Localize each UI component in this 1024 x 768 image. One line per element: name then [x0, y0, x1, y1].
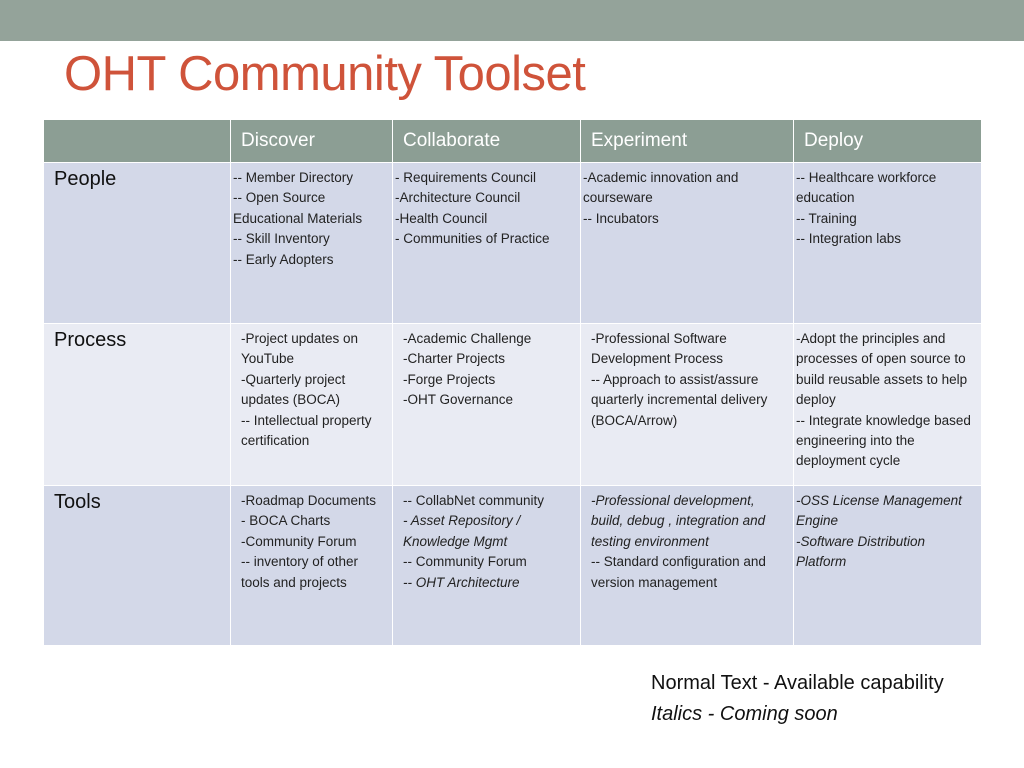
- column-header-experiment: Experiment: [581, 120, 794, 163]
- cell-people-experiment: [581, 163, 794, 324]
- row-label-tools: Tools: [44, 486, 231, 646]
- table-row-tools: [44, 486, 982, 646]
- cell-line-coming-soon: - Asset Repository / Knowledge Mgmt: [403, 513, 521, 549]
- cell-line: -- Training: [796, 210, 857, 226]
- column-header-deploy: Deploy: [794, 120, 982, 163]
- table-row-process: [44, 324, 982, 486]
- cell-process-experiment: [581, 324, 794, 486]
- cell-line: -Health Council: [395, 210, 488, 226]
- cell-line-coming-soon: -Professional development, build, debug , integration and testing environment: [591, 493, 766, 549]
- cell-line: - BOCA Charts: [241, 513, 331, 529]
- table-row-people: [44, 163, 982, 324]
- cell-line: -- inventory of other tools and projects: [241, 554, 359, 590]
- cell-people-collaborate: [393, 163, 581, 324]
- cell-line: - Requirements Council: [395, 170, 537, 185]
- cell-people-deploy: [794, 163, 982, 324]
- cell-process-collaborate: [393, 324, 581, 486]
- row-label-people: People: [44, 163, 231, 324]
- cell-line-coming-soon: -Software Distribution Platform: [796, 533, 926, 570]
- cell-tools-discover: [231, 486, 393, 646]
- cell-line: -Forge Projects: [403, 371, 496, 387]
- cell-line: -Academic Challenge: [403, 331, 532, 346]
- cell-line-coming-soon: -- OHT Architecture: [403, 574, 520, 590]
- cell-line: -- Integration labs: [796, 231, 902, 247]
- cell-line: -Adopt the principles and processes of open source to build reusable assets to help deploy: [796, 331, 968, 408]
- toolset-table: [43, 119, 982, 646]
- cell-line: -- Early Adopters: [233, 251, 334, 267]
- cell-line: -Community Forum: [241, 533, 357, 549]
- cell-line: -Quarterly project updates (BOCA): [241, 371, 346, 408]
- legend-italic-text: Italics - Coming soon: [651, 703, 838, 725]
- cell-process-deploy: [794, 324, 982, 486]
- cell-line-coming-soon: -OSS License Management Engine: [796, 493, 962, 529]
- cell-line: -- Skill Inventory: [233, 231, 330, 247]
- cell-people-discover: [231, 163, 393, 324]
- cell-line: -Charter Projects: [403, 351, 506, 367]
- cell-line: -- Community Forum: [403, 554, 527, 570]
- column-header-discover: Discover: [231, 120, 393, 163]
- cell-process-discover: [231, 324, 393, 486]
- cell-line: - Communities of Practice: [395, 231, 550, 247]
- cell-line: -Professional Software Development Process: [591, 331, 727, 367]
- cell-line: -- Approach to assist/assure quarterly incremental delivery (BOCA/Arrow): [591, 371, 768, 428]
- cell-line: -- Healthcare workforce education: [796, 170, 937, 206]
- cell-line: -Architecture Council: [395, 190, 521, 206]
- legend-normal-text: Normal Text - Available capability: [651, 672, 944, 694]
- cell-line: -- Incubators: [583, 210, 659, 226]
- slide-title: OHT Community Toolset: [64, 47, 586, 101]
- cell-line: -- Member Directory: [233, 170, 354, 185]
- top-banner: [0, 0, 1024, 41]
- row-label-process: Process: [44, 324, 231, 486]
- cell-line: -- Open Source Educational Materials: [233, 190, 363, 226]
- cell-tools-deploy: [794, 486, 982, 646]
- table-header-row: [44, 120, 982, 163]
- cell-line: -Project updates on YouTube: [241, 331, 359, 367]
- cell-tools-collaborate: [393, 486, 581, 646]
- cell-line: -- Integrate knowledge based engineering into the deployment cycle: [796, 412, 971, 469]
- cell-line: -- CollabNet community: [403, 493, 545, 508]
- cell-line: -- Intellectual property certification: [241, 412, 372, 449]
- cell-line: -- Standard configuration and version management: [591, 554, 766, 590]
- header-corner: [44, 120, 231, 163]
- legend: [651, 668, 944, 730]
- cell-line: -OHT Governance: [403, 392, 514, 408]
- cell-tools-experiment: [581, 486, 794, 646]
- cell-line: -Roadmap Documents: [241, 493, 377, 508]
- column-header-collaborate: Collaborate: [393, 120, 581, 163]
- cell-line: -Academic innovation and courseware: [583, 170, 739, 206]
